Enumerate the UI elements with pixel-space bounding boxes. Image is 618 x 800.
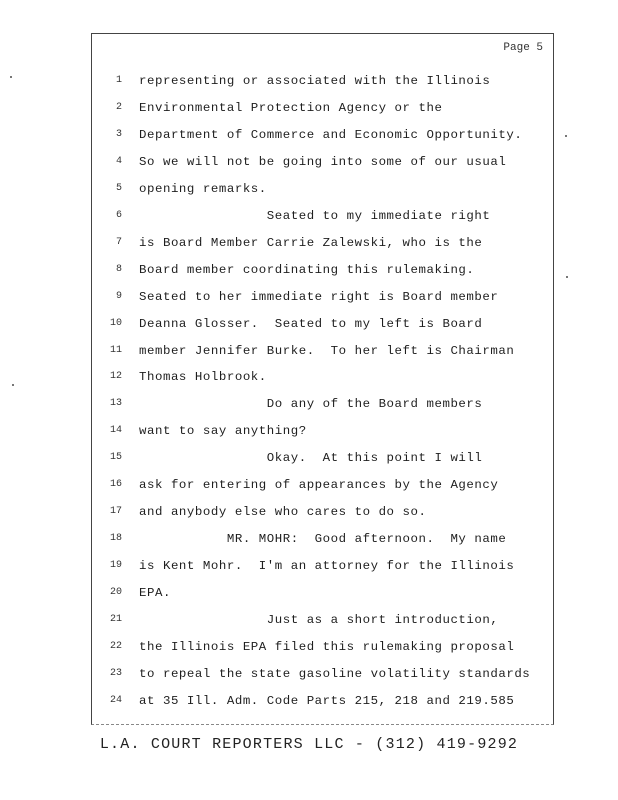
line-text: is Kent Mohr. I'm an attorney for the Illinois (139, 559, 515, 574)
line-text: member Jennifer Burke. To her left is Chairman (139, 343, 515, 358)
line-number: 22 (109, 640, 122, 652)
transcript-line (92, 263, 555, 283)
transcript-line (92, 694, 555, 714)
line-text: Do any of the Board members (139, 397, 483, 412)
transcript-line (92, 209, 555, 229)
line-number: 3 (115, 128, 122, 140)
line-number: 13 (109, 398, 122, 410)
line-text: is Board Member Carrie Zalewski, who is the (139, 235, 483, 250)
line-text: Thomas Holbrook. (139, 370, 267, 385)
transcript-line (92, 505, 555, 525)
line-text: representing or associated with the Illinois (139, 74, 491, 88)
scan-speck (10, 76, 12, 78)
transcript-line (92, 344, 555, 364)
transcript-line (92, 370, 555, 390)
transcript-line (92, 182, 555, 202)
line-number: 14 (109, 425, 122, 437)
line-text: Department of Commerce and Economic Opportunity. (139, 127, 523, 142)
transcript-line (92, 101, 555, 121)
transcript-line (92, 74, 555, 94)
transcript-line (92, 424, 555, 444)
transcript-line (92, 397, 555, 417)
line-text: ask for entering of appearances by the Agency (139, 478, 499, 493)
line-number: 8 (115, 263, 122, 275)
line-text: and anybody else who cares to do so. (139, 505, 427, 520)
line-text: to repeal the state gasoline volatility standards (139, 666, 531, 681)
scan-speck (12, 384, 14, 386)
line-number: 9 (115, 290, 122, 302)
line-number: 18 (109, 533, 122, 545)
transcript-line (92, 478, 555, 498)
transcript-line (92, 155, 555, 175)
line-number: 24 (109, 694, 122, 706)
line-number: 17 (109, 506, 122, 518)
line-number: 12 (109, 371, 122, 383)
line-number: 1 (115, 75, 122, 86)
line-number: 20 (109, 587, 122, 599)
line-text: Environmental Protection Agency or the (139, 100, 443, 115)
line-number: 6 (115, 209, 122, 221)
transcript-line (92, 613, 555, 633)
scan-speck (566, 276, 568, 278)
line-text: want to say anything? (139, 424, 307, 439)
line-number: 5 (115, 182, 122, 194)
line-text: Okay. At this point I will (139, 451, 483, 466)
line-number: 10 (109, 317, 122, 329)
line-number: 7 (115, 236, 122, 248)
footer-reporter-info: L.A. COURT REPORTERS LLC - (312) 419-9292 (99, 736, 519, 753)
line-text: Seated to my immediate right (139, 208, 491, 223)
line-text: Just as a short introduction, (139, 613, 499, 627)
line-number: 23 (109, 667, 122, 679)
line-text: at 35 Ill. Adm. Code Parts 215, 218 and 219.585 (139, 693, 515, 708)
line-number: 4 (115, 155, 122, 167)
line-text: So we will not be going into some of our usual (139, 154, 507, 169)
line-text: MR. MOHR: Good afternoon. My name (139, 532, 507, 547)
line-text: Board member coordinating this rulemaking. (139, 262, 475, 277)
line-number: 2 (115, 101, 122, 113)
line-text: EPA. (139, 586, 171, 601)
transcript-line (92, 451, 555, 471)
line-text: the Illinois EPA filed this rulemaking proposal (139, 639, 515, 654)
page-number: Page 5 (503, 42, 543, 54)
line-number: 19 (109, 560, 122, 572)
transcript-line (92, 532, 555, 552)
line-number: 16 (109, 479, 122, 491)
transcript-line (92, 236, 555, 256)
line-text: opening remarks. (139, 181, 267, 196)
transcript-line (92, 290, 555, 310)
transcript-line (92, 640, 555, 660)
transcript-line (92, 667, 555, 687)
line-number: 11 (109, 344, 122, 356)
transcript-line (92, 317, 555, 337)
line-text: Deanna Glosser. Seated to my left is Board (139, 316, 483, 331)
transcript-line (92, 128, 555, 148)
transcript-line (92, 586, 555, 606)
line-number: 21 (109, 614, 122, 625)
line-number: 15 (109, 452, 122, 464)
line-text: Seated to her immediate right is Board member (139, 289, 499, 304)
scan-speck (565, 135, 567, 137)
transcript-line (92, 559, 555, 579)
transcript-page (91, 33, 554, 725)
